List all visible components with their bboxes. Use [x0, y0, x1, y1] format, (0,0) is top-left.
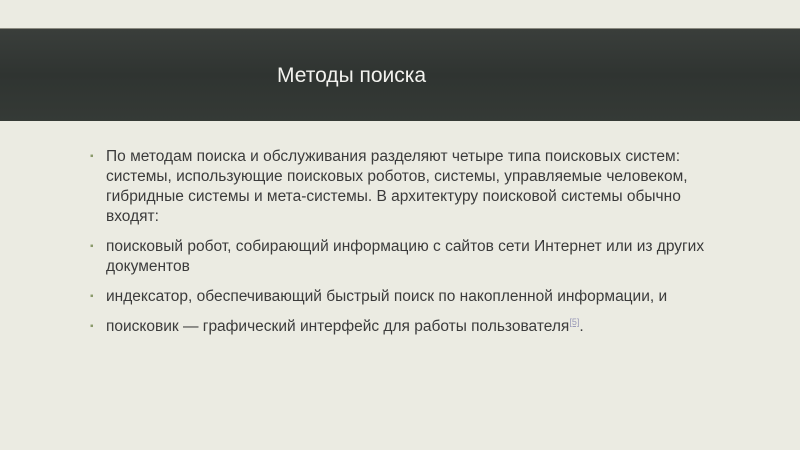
title-bar [0, 28, 800, 121]
bullet-text: поисковый робот, собирающий информацию с сайтов сети Интернет или из других документов [106, 238, 705, 275]
bullet-item [90, 237, 710, 277]
footnote-link[interactable]: [5] [569, 316, 580, 327]
bullet-item [90, 317, 710, 337]
bullet-marker-icon: ▪ [90, 321, 94, 332]
bullet-marker-icon: ▪ [90, 241, 94, 252]
bullet-text: индексатор, обеспечивающий быстрый поиск по накопленной информации, и [106, 288, 668, 305]
bullet-suffix: . [579, 318, 584, 335]
slide-title: Методы поиска [277, 64, 427, 87]
bullet-marker-icon: ▪ [90, 291, 94, 302]
bullet-text: поисковик — графический интерфейс для работы пользователя [106, 318, 570, 335]
bullet-text: По методам поиска и обслуживания разделяют четыре типа поисковых систем: системы, использующие поисковых роботов, системы, управляемые человеком, гибридные системы и мета-системы. В архитектуру поисковой системы обычно входят: [106, 148, 688, 225]
bullet-marker-icon: ▪ [90, 151, 94, 162]
bullet-item [90, 287, 710, 307]
bullet-item [90, 147, 710, 227]
bullet-list [90, 147, 710, 347]
